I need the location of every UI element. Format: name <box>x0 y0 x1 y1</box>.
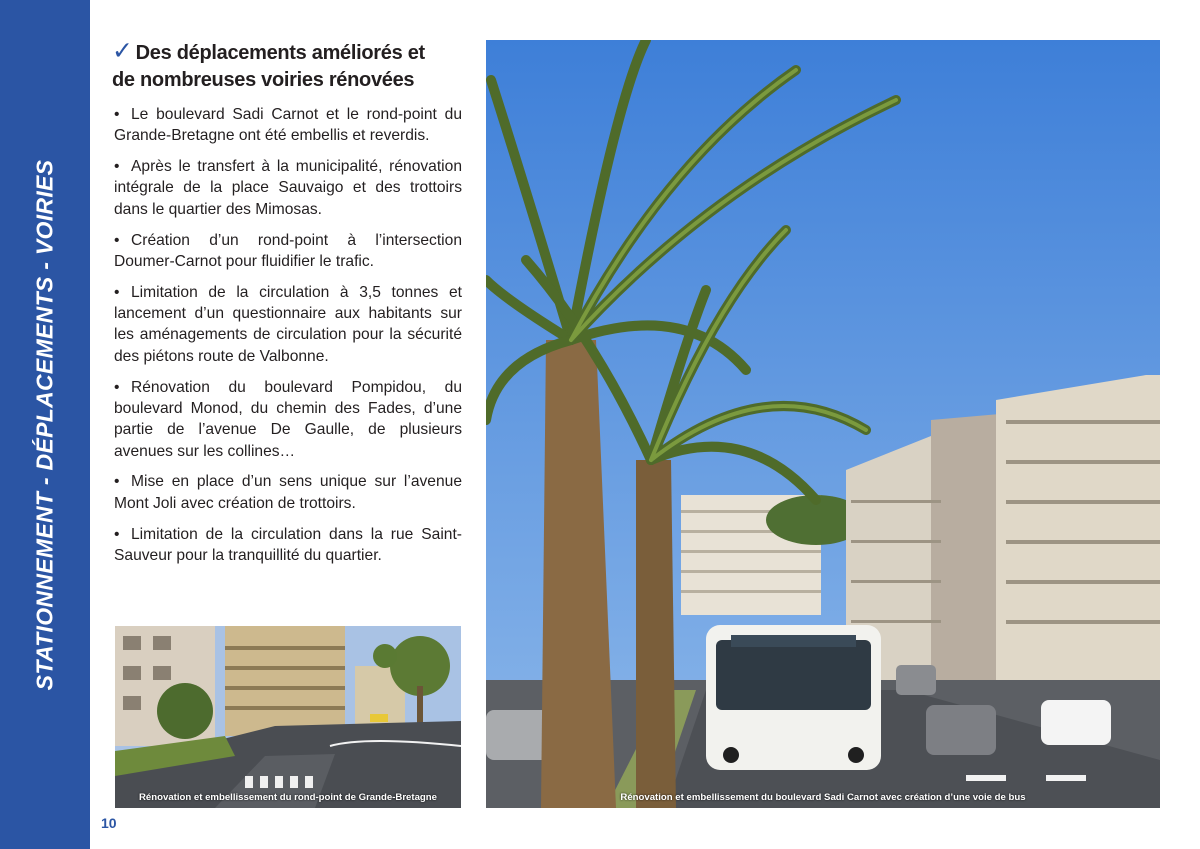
list-item-text: Limitation de la circulation à 3,5 tonnes et lancement d’un questionnaire aux habitants sur les aménagements de circulation pour la sécurité des piétons route de Valbonne. <box>114 283 462 365</box>
bullet-dot: • <box>114 378 120 396</box>
list-item-text: Création d’un rond-point à l’intersection Doumer-Carnot pour fluidifier le trafic. <box>114 231 462 270</box>
list-item <box>114 524 462 567</box>
heading-line-1: Des déplacements améliorés et <box>135 42 425 64</box>
page-number: 10 <box>101 815 117 831</box>
bullet-dot: • <box>114 231 120 249</box>
bullet-list <box>114 104 462 576</box>
list-item-text: Après le transfert à la municipalité, rénovation intégrale de la place Sauvaigo et des trottoirs dans le quartier des Mimosas. <box>114 158 462 218</box>
bullet-dot: • <box>114 525 120 543</box>
bullet-dot: • <box>114 158 120 176</box>
sidebar-title: STATIONNEMENT - DÉPLACEMENTS - VOIRIES <box>31 159 58 691</box>
list-item-text: Rénovation du boulevard Pompidou, du boulevard Monod, du chemin des Fades, d’une partie de l’avenue De Gaulle, de plusieurs avenues sur les collines… <box>114 378 462 460</box>
bullet-dot: • <box>114 106 120 123</box>
right-photo-caption: Rénovation et embellissement du boulevard Sadi Carnot avec création d’une voie de bus <box>620 792 1026 803</box>
list-item <box>114 471 462 514</box>
heading-line-2: de nombreuses voiries rénovées <box>112 69 415 91</box>
boulevard-illustration <box>486 40 1160 808</box>
list-item <box>114 282 462 367</box>
list-item <box>114 104 462 147</box>
left-photo-caption: Rénovation et embellissement du rond-point de Grande-Bretagne <box>139 792 437 803</box>
sidebar-band <box>0 0 90 849</box>
list-item <box>114 156 462 220</box>
list-item <box>114 230 462 273</box>
bullet-dot: • <box>114 473 120 491</box>
boulevard-photo <box>486 40 1160 808</box>
roundabout-photo <box>115 626 461 808</box>
list-item-text: Limitation de la circulation dans la rue Saint-Sauveur pour la tranquillité du quartier. <box>114 525 462 564</box>
list-item <box>114 377 462 462</box>
roundabout-illustration <box>115 626 461 808</box>
section-heading <box>112 38 472 94</box>
list-item-text: Le boulevard Sadi Carnot et le rond-point du Grande-Bretagne ont été embellis et reverdis. <box>114 106 462 145</box>
check-icon: ✓ <box>112 37 133 65</box>
bullet-dot: • <box>114 283 120 301</box>
list-item-text: Mise en place d’un sens unique sur l’avenue Mont Joli avec création de trottoirs. <box>114 473 462 512</box>
